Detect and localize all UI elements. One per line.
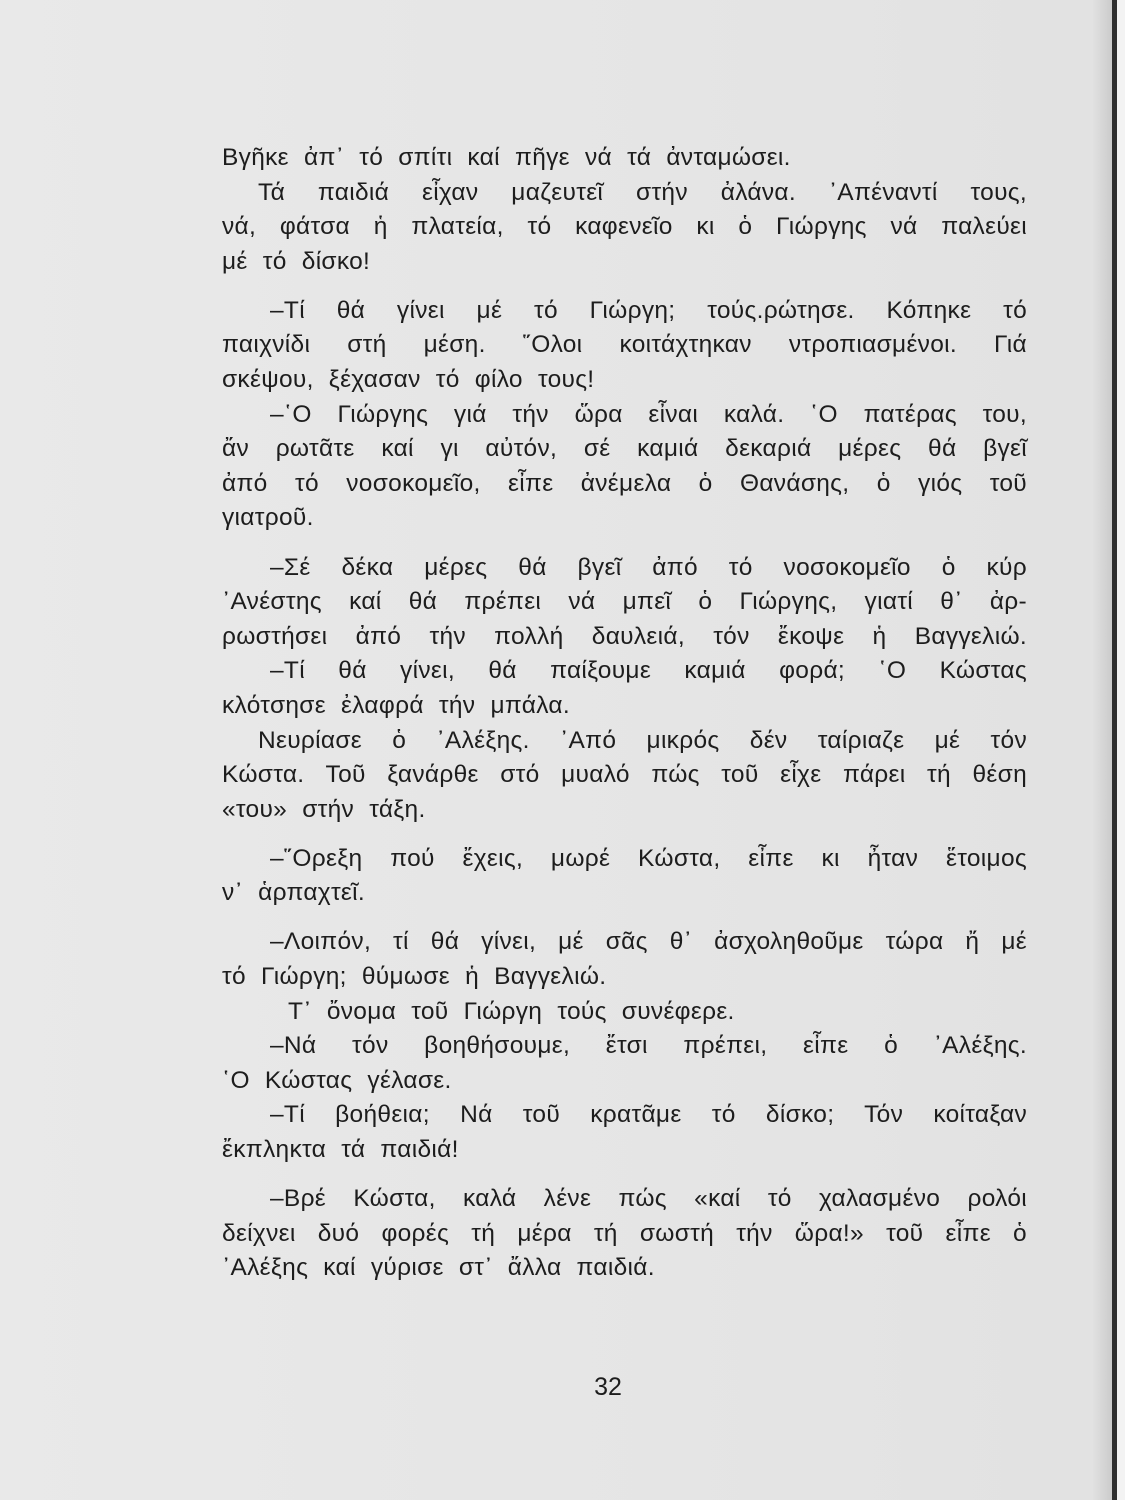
paragraph bbox=[222, 995, 1027, 1030]
paragraph bbox=[222, 654, 1027, 723]
paragraph bbox=[222, 551, 1027, 655]
paragraph bbox=[222, 1029, 1027, 1098]
text-line: κλότσησε ἐλαφρά τήν μπάλα. bbox=[222, 691, 570, 719]
paragraph bbox=[222, 724, 1027, 828]
text-line: Νευρίασε ὁ ᾽Αλέξης. ᾽Από μικρός δέν ταίριαζε μέ τόν bbox=[258, 726, 1027, 754]
text-line: «του» στήν τάξη. bbox=[222, 795, 426, 823]
text-line: –Τί θά γίνει, θά παίξουμε καμιά φορά; ῾Ο Κώστας bbox=[270, 657, 1027, 685]
text-line: ᾽Ανέστης καί θά πρέπει νά μπεῖ ὁ Γιώργης, γιατί θ᾽ ἀρ- bbox=[222, 588, 1027, 616]
text-line: νά, φάτσα ἡ πλατεία, τό καφενεῖο κι ὁ Γιώργης νά παλεύει bbox=[222, 213, 1027, 241]
paragraph bbox=[222, 141, 1027, 176]
text-line: ἔκπληκτα τά παιδιά! bbox=[222, 1136, 459, 1164]
page-edge-outer bbox=[1117, 0, 1125, 1500]
text-line: –Τί θά γίνει μέ τό Γιώργη; τούς.ρώτησε. Κόπηκε τό bbox=[270, 296, 1027, 324]
text-line: ᾽Αλέξης καί γύρισε στ᾽ ἄλλα παιδιά. bbox=[222, 1254, 655, 1282]
text-line: τό Γιώργη; θύμωσε ἡ Βαγγελιώ. bbox=[222, 963, 607, 991]
paragraph bbox=[222, 294, 1027, 398]
text-line: ν᾽ ἁρπαχτεῖ. bbox=[222, 879, 366, 907]
paragraph bbox=[222, 1182, 1027, 1286]
text-line: –῾Ο Γιώργης γιά τήν ὥρα εἶναι καλά. ῾Ο πατέρας του, bbox=[270, 400, 1027, 428]
text-line: Βγῆκε ἀπ᾽ τό σπίτι καί πῆγε νά τά ἀνταμώσει. bbox=[222, 144, 791, 171]
paragraph bbox=[222, 398, 1027, 536]
text-line: Κώστα. Τοῦ ξανάρθε στό μυαλό πώς τοῦ εἶχε πάρει τή θέση bbox=[222, 761, 1027, 789]
page-number: 32 bbox=[594, 1373, 622, 1401]
text-line: –Λοιπόν, τί θά γίνει, μέ σᾶς θ᾽ ἀσχοληθοῦμε τώρα ἤ μέ bbox=[270, 928, 1027, 956]
text-line: παιχνίδι στή μέση. ῞Ολοι κοιτάχτηκαν ντροπιασμένοι. Γιά bbox=[222, 331, 1027, 359]
text-line: ἄν ρωτᾶτε καί γι αὐτόν, σέ καμιά δεκαριά μέρες θά βγεῖ bbox=[222, 435, 1027, 463]
paragraph bbox=[222, 1098, 1027, 1167]
paragraph bbox=[222, 842, 1027, 911]
text-line: –Σέ δέκα μέρες θά βγεῖ ἀπό τό νοσοκομεῖο ὁ κύρ bbox=[270, 553, 1027, 581]
paragraph bbox=[222, 925, 1027, 994]
page-edge-shadow bbox=[1092, 0, 1112, 1500]
paragraph bbox=[222, 176, 1027, 280]
text-line: δείχνει δυό φορές τή μέρα τή σωστή τήν ὥρα!» τοῦ εἶπε ὁ bbox=[222, 1219, 1027, 1247]
text-line: –῞Ορεξη πού ἔχεις, μωρέ Κώστα, εἶπε κι ἦταν ἕτοιμος bbox=[270, 844, 1027, 872]
text-line: –Βρέ Κώστα, καλά λένε πώς «καί τό χαλασμένο ρολόι bbox=[270, 1185, 1027, 1213]
page-body-text bbox=[222, 141, 1027, 1286]
text-line: –Νά τόν βοηθήσουμε, ἔτσι πρέπει, εἶπε ὁ ᾽Αλέξης. bbox=[270, 1032, 1027, 1060]
text-line: γιατροῦ. bbox=[222, 504, 314, 532]
text-line: μέ τό δίσκο! bbox=[222, 247, 371, 275]
text-line: –Τί βοήθεια; Νά τοῦ κρατᾶμε τό δίσκο; Τόν κοίταξαν bbox=[270, 1101, 1027, 1129]
text-line: σκέψου, ξέχασαν τό φίλο τους! bbox=[222, 366, 595, 394]
text-line: ἀπό τό νοσοκομεῖο, εἶπε ἀνέμελα ὁ Θανάσης, ὁ γιός τοῦ bbox=[222, 469, 1027, 497]
text-line: Τ᾽ ὄνομα τοῦ Γιώργη τούς συνέφερε. bbox=[288, 997, 735, 1025]
text-line: ῾Ο Κώστας γέλασε. bbox=[222, 1066, 452, 1094]
text-line: ρωστήσει ἀπό τήν πολλή δαυλειά, τόν ἔκοψε ἡ Βαγγελιώ. bbox=[222, 622, 1027, 650]
text-line: Τά παιδιά εἶχαν μαζευτεῖ στήν ἀλάνα. ᾽Απέναντί τους, bbox=[258, 178, 1027, 206]
